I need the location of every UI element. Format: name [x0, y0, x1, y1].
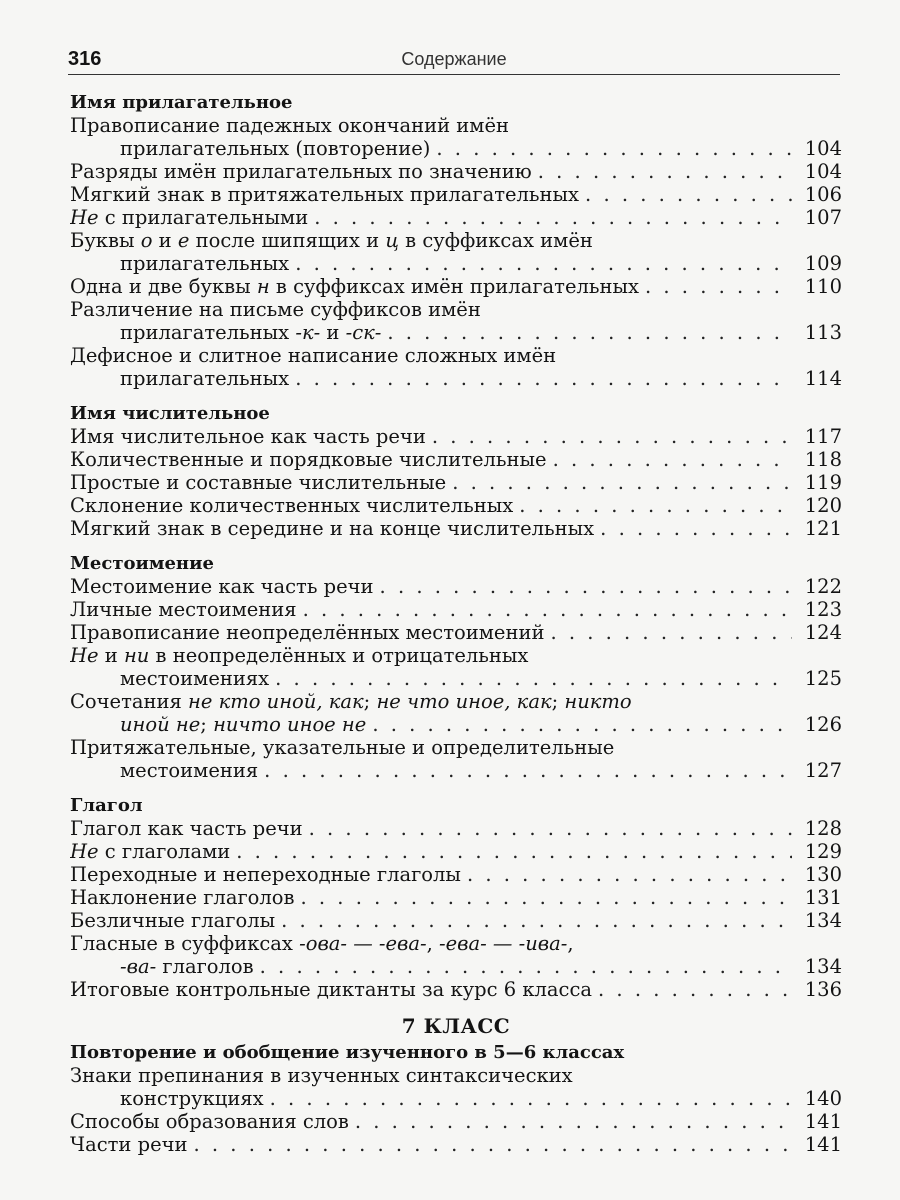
toc-page-number: 109 — [804, 252, 842, 275]
toc-entry[interactable] — [70, 932, 842, 978]
title-text: Гласные в суффиксах — [70, 932, 300, 955]
section-heading: Имя прилагательное — [70, 92, 293, 113]
toc-entry-line — [70, 448, 842, 471]
title-text: Сочетания — [70, 690, 188, 713]
toc-page-number: 127 — [804, 759, 842, 782]
dot-leader — [314, 206, 792, 229]
section-heading: Местоимение — [70, 553, 214, 574]
toc-entry-title — [70, 471, 446, 494]
toc-entry-title — [70, 298, 481, 321]
toc-entry[interactable] — [70, 978, 842, 1001]
title-text: Наклонение глаголов — [70, 886, 295, 909]
title-text: с глаголами — [98, 840, 231, 863]
toc-entry-line — [70, 690, 842, 713]
italic-term: е — [177, 229, 190, 252]
toc-entry-line — [70, 978, 842, 1001]
dot-leader — [303, 598, 792, 621]
toc-entry[interactable] — [70, 621, 842, 644]
toc-entry[interactable] — [70, 817, 842, 840]
dot-leader — [301, 886, 792, 909]
italic-term: ничто иное не — [213, 713, 367, 736]
table-of-contents — [70, 91, 842, 1156]
toc-entry-title — [70, 598, 297, 621]
toc-entry-line — [70, 736, 842, 759]
toc-entry-title — [70, 932, 574, 955]
title-text: прилагательных — [120, 321, 296, 344]
toc-page-number: 106 — [804, 183, 842, 206]
toc-entry[interactable] — [70, 448, 842, 471]
toc-entry[interactable] — [70, 736, 842, 782]
toc-entry[interactable] — [70, 517, 842, 540]
toc-entry-line — [70, 1087, 842, 1110]
title-text: прилагательных — [120, 367, 290, 390]
toc-entry-title — [70, 575, 374, 598]
title-text: в суффиксах имён прилагательных — [269, 275, 640, 298]
toc-entry-line — [70, 1110, 842, 1133]
toc-entry-title — [70, 517, 594, 540]
italic-term: не что иное, как — [376, 690, 552, 713]
grade-heading: 7 КЛАСС — [401, 1014, 511, 1038]
italic-term: н — [256, 275, 270, 298]
toc-entry[interactable] — [70, 425, 842, 448]
dot-leader — [309, 817, 792, 840]
toc-entry[interactable] — [70, 1064, 842, 1110]
toc-entry-title — [70, 1110, 349, 1133]
toc-entry-title — [120, 759, 258, 782]
italic-term: не кто иной, как — [188, 690, 364, 713]
toc-entry-line — [70, 229, 842, 252]
section-heading: Повторение и обобщение изученного в 5—6 классах — [70, 1042, 625, 1063]
toc-entry[interactable] — [70, 690, 842, 736]
title-text: глаголов — [156, 955, 254, 978]
title-text: Части речи — [70, 1133, 188, 1156]
title-text: и — [98, 644, 124, 667]
dot-leader — [236, 840, 792, 863]
toc-page-number: 124 — [804, 621, 842, 644]
toc-entry[interactable] — [70, 840, 842, 863]
toc-page-number: 114 — [804, 367, 842, 390]
toc-entry-title — [70, 448, 547, 471]
dot-leader — [585, 183, 792, 206]
toc-page-number: 140 — [804, 1087, 842, 1110]
title-text: ; — [551, 690, 565, 713]
toc-entry-title — [70, 425, 426, 448]
title-text: Итоговые контрольные диктанты за курс 6 класса — [70, 978, 593, 1001]
toc-entry-line — [70, 471, 842, 494]
title-text: прилагательных — [120, 252, 290, 275]
italic-term: -ск- — [345, 321, 382, 344]
toc-entry-line — [70, 909, 842, 932]
title-text: , — [567, 932, 574, 955]
toc-entry[interactable] — [70, 114, 842, 160]
italic-term: ни — [123, 644, 150, 667]
toc-entry-line — [70, 759, 842, 782]
toc-entry-line — [70, 713, 842, 736]
italic-term: Не — [70, 644, 99, 667]
toc-entry[interactable] — [70, 909, 842, 932]
toc-entry-line — [70, 321, 842, 344]
toc-entry[interactable] — [70, 206, 842, 229]
toc-entry-line — [70, 667, 842, 690]
title-text: в неопределённых и отрицательных — [149, 644, 529, 667]
title-text: после шипящих и — [189, 229, 386, 252]
toc-entry-line — [70, 644, 842, 667]
dot-leader — [645, 275, 792, 298]
toc-entry-line — [70, 425, 842, 448]
section-heading: Глагол — [70, 795, 143, 816]
toc-entry-title — [70, 114, 509, 137]
toc-entry-line — [70, 886, 842, 909]
toc-entry-line — [70, 517, 842, 540]
title-text: ; — [200, 713, 214, 736]
toc-entry-line — [70, 863, 842, 886]
toc-page-number: 120 — [804, 494, 842, 517]
toc-page-number: 126 — [804, 713, 842, 736]
toc-entry-title — [70, 736, 614, 759]
title-text: местоимения — [120, 759, 259, 782]
toc-entry[interactable] — [70, 644, 842, 690]
toc-page-number: 129 — [804, 840, 842, 863]
toc-entry-title — [70, 863, 461, 886]
title-text: Безличные глаголы — [70, 909, 276, 932]
toc-entry[interactable] — [70, 1110, 842, 1133]
dot-leader — [295, 252, 792, 275]
toc-page-number: 134 — [804, 955, 842, 978]
toc-page-number: 119 — [804, 471, 842, 494]
title-text: Простые и составные числительные — [70, 471, 447, 494]
title-text: в суффиксах имён — [398, 229, 593, 252]
toc-entry-line — [70, 367, 842, 390]
toc-page-number: 117 — [804, 425, 842, 448]
dot-leader — [275, 667, 792, 690]
italic-term: ц — [385, 229, 399, 252]
italic-term: Не — [70, 840, 99, 863]
toc-entry-title — [120, 137, 430, 160]
toc-entry-title — [70, 229, 593, 252]
toc-entry-line — [70, 183, 842, 206]
toc-entry-line — [70, 932, 842, 955]
running-title: Содержание — [401, 49, 507, 69]
toc-page-number: 131 — [804, 886, 842, 909]
title-text: ; — [363, 690, 377, 713]
dot-leader — [598, 978, 792, 1001]
title-text: , — [426, 932, 440, 955]
dot-leader — [380, 575, 792, 598]
toc-entry-line — [70, 298, 842, 321]
toc-entry-line — [70, 840, 842, 863]
toc-entry[interactable] — [70, 298, 842, 344]
toc-entry-title — [70, 886, 295, 909]
title-text: местоимениях — [120, 667, 270, 690]
section-heading: Имя числительное — [70, 403, 270, 424]
toc-entry-line — [70, 955, 842, 978]
dot-leader — [600, 517, 792, 540]
title-text: Правописание падежных окончаний имён — [70, 114, 509, 137]
dot-leader — [550, 621, 792, 644]
toc-entry-title — [70, 840, 230, 863]
title-text: Имя числительное как часть речи — [70, 425, 426, 448]
toc-entry-line — [70, 575, 842, 598]
dot-leader — [467, 863, 792, 886]
toc-entry-line — [70, 598, 842, 621]
toc-entry[interactable] — [70, 598, 842, 621]
title-text: Мягкий знак в притяжательных прилагательных — [70, 183, 580, 206]
toc-entry-title — [70, 817, 303, 840]
toc-page-number: 107 — [804, 206, 842, 229]
toc-page-number: 141 — [804, 1133, 842, 1156]
toc-entry-line — [70, 621, 842, 644]
toc-entry-title — [120, 667, 269, 690]
toc-entry-title — [70, 206, 308, 229]
title-text: Переходные и непереходные глаголы — [70, 863, 461, 886]
dot-leader — [553, 448, 792, 471]
title-text: Способы образования слов — [70, 1110, 349, 1133]
toc-entry-line — [70, 1064, 842, 1087]
title-text: Количественные и порядковые числительные — [70, 448, 547, 471]
toc-page-number: 113 — [804, 321, 842, 344]
italic-term: Не — [70, 206, 99, 229]
toc-entry[interactable] — [70, 863, 842, 886]
toc-entry[interactable] — [70, 494, 842, 517]
italic-term: о — [140, 229, 153, 252]
toc-entry[interactable] — [70, 229, 842, 275]
dot-leader — [264, 759, 792, 782]
title-text: Мягкий знак в середине и на конце числительных — [70, 517, 595, 540]
toc-entry-line — [70, 160, 842, 183]
italic-term: -ова- — -ева- — [299, 932, 427, 955]
toc-entry-title — [70, 621, 544, 644]
toc-entry[interactable] — [70, 160, 842, 183]
toc-entry-title — [120, 367, 289, 390]
toc-entry-line — [70, 1133, 842, 1156]
toc-entry-title — [70, 160, 532, 183]
title-text: Дефисное и слитное написание сложных имён — [70, 344, 557, 367]
italic-term: никто — [564, 690, 632, 713]
dot-leader — [270, 1087, 792, 1110]
toc-entry[interactable] — [70, 344, 842, 390]
title-text: с прилагательными — [98, 206, 309, 229]
toc-entry-title — [70, 909, 275, 932]
title-text: Правописание неопределённых местоимений — [70, 621, 545, 644]
toc-entry-title — [70, 183, 579, 206]
toc-entry-line — [70, 494, 842, 517]
toc-page-number: 136 — [804, 978, 842, 1001]
toc-entry-title — [70, 690, 632, 713]
toc-page-number: 123 — [804, 598, 842, 621]
title-text: Знаки препинания в изученных синтаксических — [70, 1064, 573, 1087]
toc-page-number: 125 — [804, 667, 842, 690]
title-text: Личные местоимения — [70, 598, 297, 621]
dot-leader — [260, 955, 792, 978]
title-text: Местоимение как часть речи — [70, 575, 374, 598]
dot-leader — [372, 713, 792, 736]
title-text: Разряды имён прилагательных по значению — [70, 160, 532, 183]
toc-entry-title — [70, 1133, 188, 1156]
title-text: конструкциях — [120, 1087, 264, 1110]
toc-entry-title — [70, 978, 592, 1001]
italic-term: -к- — [295, 321, 321, 344]
toc-entry[interactable] — [70, 1133, 842, 1156]
dot-leader — [355, 1110, 792, 1133]
toc-page-number: 118 — [804, 448, 842, 471]
toc-entry-title — [120, 1087, 264, 1110]
toc-page-number: 110 — [804, 275, 842, 298]
title-text: Глагол как часть речи — [70, 817, 303, 840]
title-text: Притяжательные, указательные и определительные — [70, 736, 615, 759]
toc-page-number: 104 — [804, 137, 842, 160]
toc-page-number: 104 — [804, 160, 842, 183]
toc-entry-line — [70, 114, 842, 137]
page-header — [68, 44, 840, 75]
title-text: Буквы — [70, 229, 141, 252]
toc-entry-line — [70, 252, 842, 275]
toc-entry[interactable] — [70, 471, 842, 494]
title-text: Различение на письме суффиксов имён — [70, 298, 481, 321]
toc-entry-title — [70, 494, 513, 517]
page-number: 316 — [68, 48, 102, 70]
toc-page-number: 128 — [804, 817, 842, 840]
toc-entry-title — [70, 644, 528, 667]
toc-page-number: 134 — [804, 909, 842, 932]
toc-entry[interactable] — [70, 886, 842, 909]
toc-entry-title — [120, 321, 381, 344]
toc-entry-title — [70, 275, 639, 298]
toc-entry-title — [120, 713, 366, 736]
dot-leader — [432, 425, 792, 448]
italic-term: -ева- — -ива- — [439, 932, 568, 955]
toc-entry-line — [70, 206, 842, 229]
dot-leader — [519, 494, 792, 517]
dot-leader — [281, 909, 792, 932]
toc-page-number: 130 — [804, 863, 842, 886]
toc-entry-title — [120, 955, 254, 978]
toc-entry-title — [120, 252, 289, 275]
toc-entry-line — [70, 344, 842, 367]
toc-page-number: 122 — [804, 575, 842, 598]
title-text: и — [320, 321, 346, 344]
toc-entry[interactable] — [70, 183, 842, 206]
toc-entry-line — [70, 137, 842, 160]
toc-page-number: 141 — [804, 1110, 842, 1133]
dot-leader — [452, 471, 792, 494]
dot-leader — [194, 1133, 792, 1156]
title-text: и — [152, 229, 178, 252]
title-text: Склонение количественных числительных — [70, 494, 514, 517]
toc-entry[interactable] — [70, 275, 842, 298]
dot-leader — [436, 137, 792, 160]
dot-leader — [538, 160, 792, 183]
toc-entry-line — [70, 275, 842, 298]
italic-term: иной не — [120, 713, 201, 736]
dot-leader — [295, 367, 792, 390]
dot-leader — [387, 321, 792, 344]
title-text: Одна и две буквы — [70, 275, 257, 298]
toc-entry-title — [70, 1064, 573, 1087]
italic-term: -ва- — [120, 955, 157, 978]
toc-page-number: 121 — [804, 517, 842, 540]
title-text: прилагательных (повторение) — [120, 137, 431, 160]
toc-entry-line — [70, 817, 842, 840]
toc-entry[interactable] — [70, 575, 842, 598]
toc-entry-title — [70, 344, 556, 367]
